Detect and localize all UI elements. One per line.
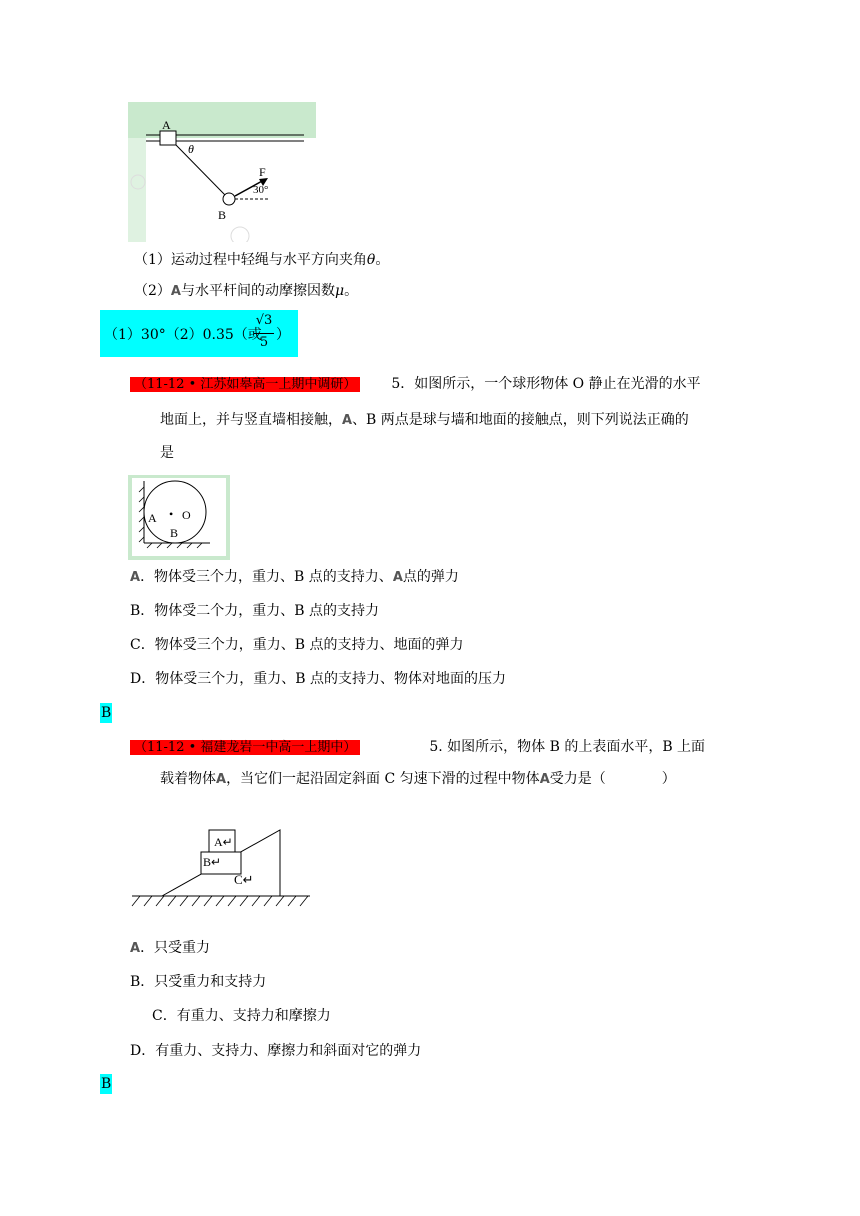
q5a-option-a-text-2: 点的弹力 [402,569,459,585]
q4-part1 [134,250,389,270]
q5b-option-c[interactable]: C．有重力、支持力和摩擦力 [152,1008,331,1024]
q5b-line2-text-a: 载着物体 [160,771,216,787]
q5b-option-a-text: ．只受重力 [140,940,211,956]
q5a-option-a-text-1: ．物体受三个力，重力、B 点的支持力、 [140,569,393,585]
label-b: B [218,208,227,222]
fig3-label-b: B↵ [203,855,222,869]
figure-incline-blocks [126,826,314,926]
fraction-bar [254,333,274,334]
q5b-answer: B [101,1076,112,1092]
fig3-label-c: C↵ [234,872,254,887]
q5a-line1 [130,374,701,395]
q5a-line3: 是 [160,445,174,461]
a-glyph-icon: A [342,413,353,428]
q4-answer-text: （1）30°（2）0.35（或 [104,327,262,343]
q4-answer-box [100,310,298,357]
label-f: F [259,165,266,179]
q5a-option-a[interactable] [130,567,459,588]
label-theta: θ [188,142,194,156]
q4-answer-suffix: ） [276,327,290,343]
q5b-option-d[interactable]: D．有重力、支持力、摩擦力和斜面对它的弹力 [130,1043,422,1059]
label-a: A [162,118,171,132]
q5a-line2-text-b: 、B 两点是球与墙和地面的接触点，则下列说法正确的 [352,412,689,428]
a-glyph-icon: A [216,772,227,787]
q5a-option-d[interactable]: D．物体受三个力，重力、B 点的支持力、物体对地面的压力 [130,671,506,687]
a-glyph-icon: A [170,284,181,299]
figure-ball-wall [128,475,230,560]
q5b-line2-text-c: 受力是（ [549,771,606,787]
q5b-line2-text-b: ，当它们一起沿固定斜面 C 匀速下滑的过程中物体 [226,771,540,787]
q4-part2: （2）A与水平杆间的动摩擦因数μ。 [134,281,358,302]
q5b-line1 [130,737,705,758]
q4-part1-text: （1）运动过程中轻绳与水平方向夹角 [134,252,367,268]
theta-symbol: θ [366,252,376,268]
figure-rope-ring [128,102,316,242]
fig3-label-a: A↵ [214,835,233,849]
fig2-center-dot: • [169,507,174,521]
a-glyph-icon: A [392,570,403,585]
mu-symbol: μ [334,283,345,299]
label-30deg: 30° [253,184,269,196]
q4-answer-numerator: √3 [255,313,273,328]
a-glyph-icon: A [130,570,141,585]
q4-part2-text: 与水平杆间的动摩擦因数 [180,283,335,299]
fig2-label-a: A [148,511,157,525]
q5b-option-b[interactable]: B．只受重力和支持力 [130,974,267,990]
q5a-question-line1: 5．如图所示，一个球形物体 O 静止在光滑的水平 [391,376,701,392]
fig2-label-b: B [170,526,179,540]
q5a-option-c[interactable]: C．物体受三个力，重力、B 点的支持力、地面的弹力 [130,637,464,653]
q4-part1-end: 。 [375,252,390,268]
q5a-line2-text-a: 地面上，并与竖直墙相接触， [160,412,342,428]
q5b-line2 [160,769,676,790]
q5b-question-line1: 5. 如图所示，物体 B 的上表面水平，B 上面 [429,739,706,755]
q5b-line2-text-d: ） [661,771,676,787]
a-glyph-icon: A [130,941,141,956]
q5b-option-a[interactable] [130,938,210,959]
q5a-option-b[interactable]: B．物体受二个力，重力、B 点的支持力 [130,603,380,619]
a-glyph-icon: A [539,772,550,787]
q5a-source-tag: （11-12 • 江苏如皋高一上期中调研） [130,377,360,392]
fig2-label-o: O [182,508,191,522]
q5a-answer: B [101,705,112,721]
q4-answer-denominator: 5 [259,335,269,350]
block-a [160,131,176,145]
ring-b [223,193,235,205]
q5b-source-tag: （11-12 • 福建龙岩一中高一上期中） [130,740,360,755]
q4-part2-end: 。 [344,283,359,299]
q5a-line2 [160,410,689,431]
